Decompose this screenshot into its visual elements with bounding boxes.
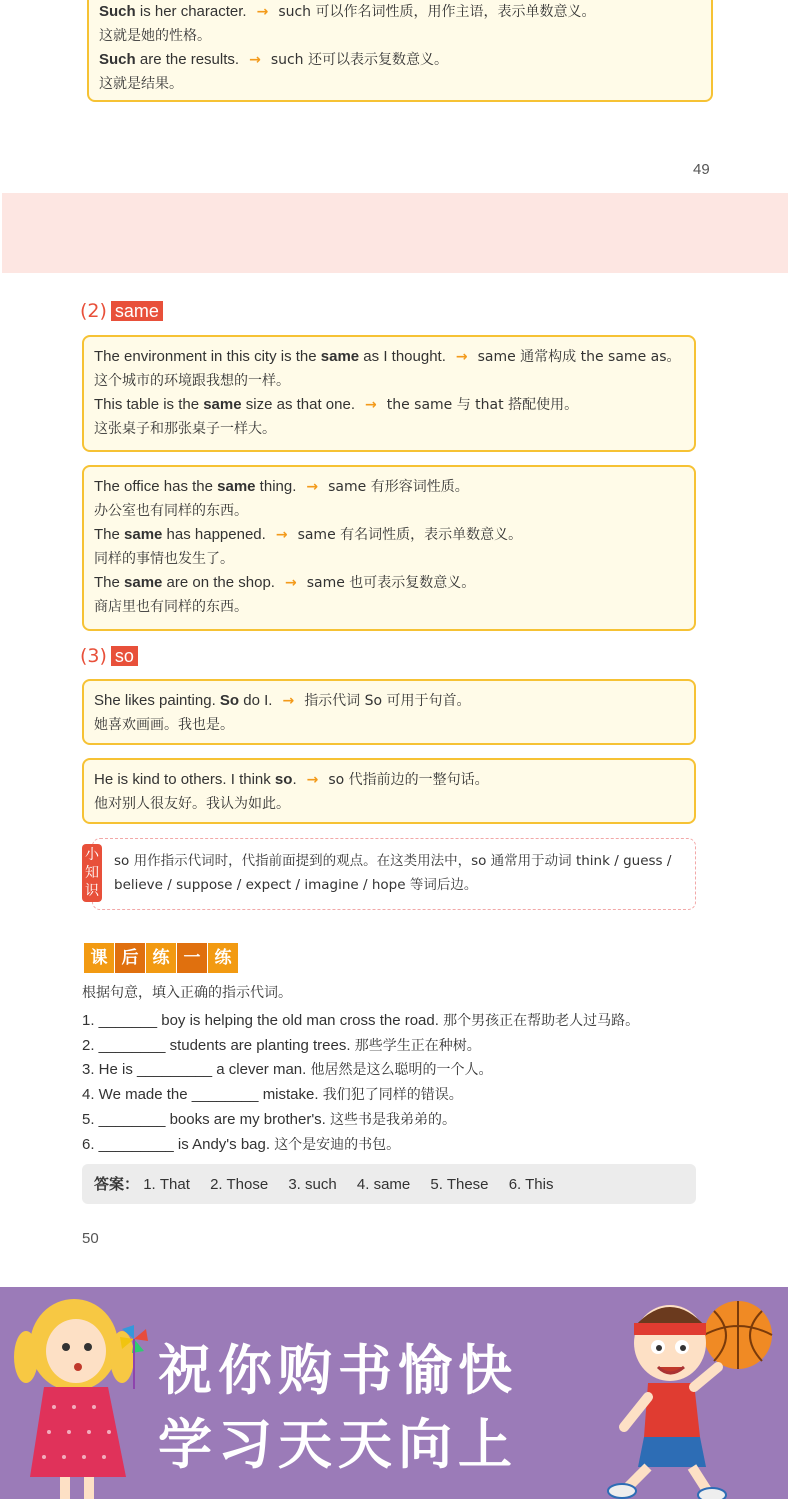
tip-label-char: 小: [85, 847, 99, 863]
section-tag: so: [111, 646, 138, 666]
slogan-line-1: 祝你购书愉快: [158, 1339, 518, 1402]
example-text: He is kind to others. I think: [94, 771, 275, 788]
section-tag: same: [111, 301, 163, 321]
example-text: as I thought.: [359, 348, 446, 365]
usage-note: same 有名词性质，表示单数意义。: [297, 527, 523, 543]
arrow-icon: →: [306, 772, 319, 788]
example-text: The environment in this city is the: [94, 348, 321, 365]
example-text: This table is the: [94, 396, 204, 413]
exercise-sentence: 2. ________ students are planting trees.: [82, 1036, 355, 1054]
practice-title-char: 练: [208, 943, 238, 973]
example-text: is her character.: [135, 3, 247, 20]
arrow-icon: →: [256, 4, 269, 20]
example-text: She likes painting.: [94, 692, 220, 709]
exercise-translation: 他居然是这么聪明的一个人。: [310, 1062, 493, 1079]
answer-item: 1. That: [143, 1176, 190, 1193]
highlight-word: same: [217, 478, 256, 495]
example-line: [94, 523, 684, 547]
translation-line: 这就是结果。: [99, 76, 183, 92]
usage-note: 指示代词 So 可用于句首。: [304, 693, 471, 709]
exercise-sentence: 6. _________ is Andy's bag.: [82, 1135, 275, 1153]
highlight-word: same: [124, 526, 163, 543]
tip-line-2: believe / suppose / expect / imagine / hope 等词后边。: [114, 877, 478, 893]
example-text: do I.: [239, 692, 273, 709]
translation-line: 这个城市的环境跟我想的一样。: [94, 373, 290, 389]
example-line: [94, 345, 684, 369]
page-divider-band: [2, 193, 788, 273]
usage-box-such: [87, 0, 713, 102]
example-text: .: [292, 771, 297, 788]
promo-banner: [0, 1287, 788, 1499]
practice-title-char: 课: [84, 943, 114, 973]
example-line: [94, 768, 684, 792]
usage-note: same 也可表示复数意义。: [306, 575, 476, 591]
boy-basketball-illustration: [588, 1287, 788, 1499]
tip-label-char: 识: [85, 883, 99, 899]
arrow-icon: →: [365, 397, 377, 413]
section-number: (3): [80, 645, 107, 667]
example-line: [94, 689, 684, 713]
exercise-item: [82, 1133, 639, 1158]
answer-item: 4. same: [356, 1176, 411, 1193]
exercise-sentence: 1. _______ boy is helping the old man cross the road.: [82, 1012, 444, 1029]
example-text: The: [94, 526, 125, 543]
practice-title-char: 一: [177, 943, 207, 973]
section-heading-same: [80, 300, 163, 322]
tip-line-1: so 用作指示代词时，代指前面提到的观点。在这类用法中，so 通常用于动词 think / guess /: [114, 853, 672, 869]
example-text: are on the shop.: [162, 574, 275, 591]
exercise-item: [82, 1009, 639, 1034]
translation-line: 他对别人很友好。我认为如此。: [94, 796, 290, 812]
answer-item: 2. Those: [210, 1176, 269, 1193]
example-text: The: [94, 574, 125, 591]
answer-item: 6. This: [508, 1176, 554, 1193]
girl-illustration: [4, 1287, 164, 1499]
exercise-sentence: 3. He is _________ a clever man.: [82, 1061, 311, 1079]
exercise-item: [82, 1083, 639, 1108]
usage-note: so 代指前边的一整句话。: [328, 772, 489, 788]
section-number: (2): [80, 300, 107, 322]
example-text: thing.: [255, 478, 297, 495]
practice-title-char: 练: [146, 943, 176, 973]
exercise-item: [82, 1034, 639, 1059]
example-text: has happened.: [162, 526, 266, 543]
usage-note: such 可以作名词性质，用作主语，表示单数意义。: [278, 4, 596, 20]
usage-note: same 有形容词性质。: [328, 479, 469, 495]
highlight-word: same: [124, 574, 163, 591]
example-line: [94, 571, 684, 595]
highlight-word: Such: [99, 51, 136, 68]
exercise-sentence: 4. We made the ________ mistake.: [82, 1086, 323, 1104]
answer-bar: [82, 1164, 696, 1204]
exercise-item: [82, 1058, 639, 1083]
practice-title-char: 后: [115, 943, 145, 973]
example-line: [99, 0, 701, 24]
example-line: [94, 393, 684, 417]
translation-line: 商店里也有同样的东西。: [94, 599, 248, 615]
usage-box-so-2: [82, 758, 696, 824]
arrow-icon: →: [249, 52, 261, 68]
page-number: 50: [82, 1230, 99, 1247]
translation-line: 这就是她的性格。: [99, 28, 211, 44]
exercise-item: [82, 1108, 639, 1133]
translation-line: 她喜欢画画。我也是。: [94, 717, 234, 733]
arrow-icon: →: [275, 527, 288, 543]
translation-line: 办公室也有同样的东西。: [94, 503, 248, 519]
example-line: [94, 475, 684, 499]
usage-box-same-2: [82, 465, 696, 631]
answer-item: 3. such: [288, 1176, 337, 1193]
arrow-icon: →: [455, 349, 468, 365]
tip-label-char: 知: [85, 865, 99, 881]
usage-box-same-1: [82, 335, 696, 452]
highlight-word: Such: [99, 3, 136, 20]
practice-title: [84, 937, 239, 973]
usage-note: such 还可以表示复数意义。: [270, 52, 448, 68]
page-number: 49: [693, 161, 710, 178]
usage-box-so-1: [82, 679, 696, 745]
usage-note: same 通常构成 the same as。: [477, 349, 681, 365]
highlight-word: same: [203, 396, 242, 413]
exercise-translation: 那个男孩正在帮助老人过马路。: [443, 1013, 640, 1029]
practice-instruction: 根据句意，填入正确的指示代词。: [82, 985, 292, 1001]
highlight-word: so: [274, 771, 293, 788]
highlight-word: So: [219, 692, 240, 709]
arrow-icon: →: [284, 575, 297, 591]
usage-note: the same 与 that 搭配使用。: [386, 397, 579, 413]
exercise-translation: 那些学生正在种树。: [354, 1037, 481, 1054]
exercise-list: [82, 1009, 639, 1157]
arrow-icon: →: [306, 479, 319, 495]
exercise-translation: 这些书是我弟弟的。: [330, 1111, 457, 1128]
exercise-sentence: 5. ________ books are my brother's.: [82, 1110, 331, 1128]
translation-line: 这张桌子和那张桌子一样大。: [94, 421, 276, 437]
example-text: size as that one.: [241, 396, 355, 413]
exercise-translation: 我们犯了同样的错误。: [322, 1087, 463, 1104]
answer-item: 5. These: [430, 1176, 489, 1193]
answer-label: 答案：: [94, 1175, 140, 1193]
translation-line: 同样的事情也发生了。: [94, 551, 234, 567]
slogan-line-2: 学习天天向上: [158, 1413, 518, 1476]
tip-label: [82, 844, 102, 902]
section-heading-so: [80, 645, 138, 667]
example-line: [99, 48, 701, 72]
tip-text: [114, 849, 671, 897]
exercise-translation: 这个是安迪的书包。: [274, 1136, 401, 1153]
arrow-icon: →: [282, 693, 295, 709]
example-text: The office has the: [94, 478, 218, 495]
highlight-word: same: [320, 348, 360, 365]
example-text: are the results.: [135, 51, 240, 68]
